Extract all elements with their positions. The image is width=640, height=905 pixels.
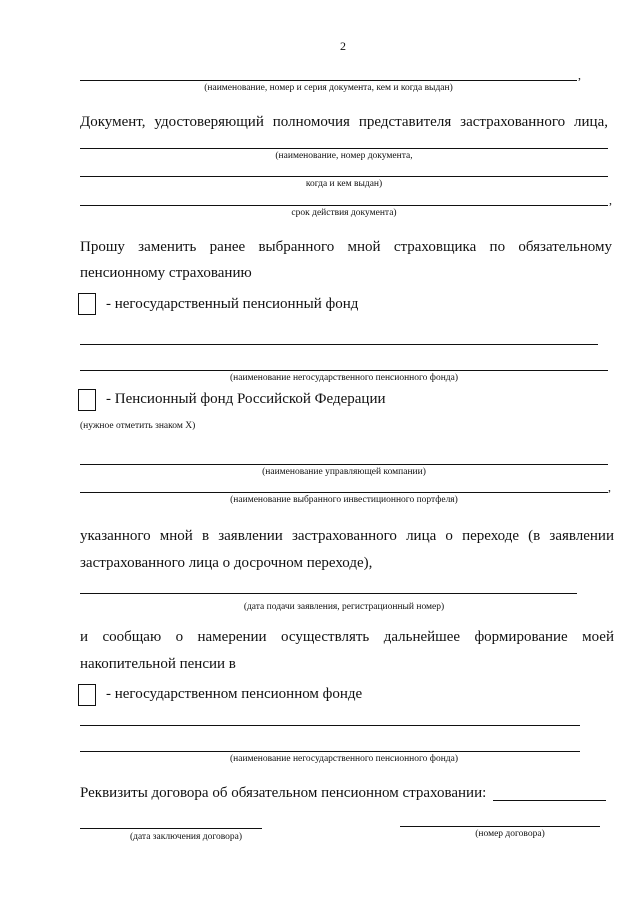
management-company-line[interactable] (80, 464, 608, 465)
npf-future-name-caption: (наименование негосударственного пенсионного фонда) (230, 754, 458, 764)
application-date-caption: (дата подачи заявления, регистрационный номер) (243, 602, 445, 612)
application-date-line[interactable] (80, 593, 577, 594)
stated-text-line2: застрахованного лица о досрочном переходе), (80, 555, 373, 571)
npf-future-checkbox[interactable] (78, 684, 96, 706)
contract-details-label: Реквизиты договора об обязательном пенсионном страховании: (80, 785, 487, 801)
rep-doc-name-line[interactable] (80, 148, 608, 149)
npf-future-name-line-1[interactable] (80, 725, 580, 726)
portfolio-caption: (наименование выбранного инвестиционного портфеля) (230, 495, 458, 505)
npf-future-option-label: - негосударственном пенсионном фонде (106, 686, 363, 702)
pfr-checkbox[interactable] (78, 389, 96, 411)
intent-text-line2: накопительной пенсии в (80, 656, 236, 672)
rep-doc-validity-line[interactable] (80, 205, 608, 206)
rep-doc-issued-line[interactable] (80, 176, 608, 177)
npf-future-name-line-2[interactable] (80, 751, 580, 752)
npf-name-caption: (наименование негосударственного пенсионного фонда) (230, 373, 458, 383)
representative-document-label: Документ, удостоверяющий полномочия представителя застрахованного лица, (80, 114, 608, 130)
request-text-line1: Прошу заменить ранее выбранного мной страховщика по обязательному (80, 239, 612, 255)
comma: , (609, 193, 612, 207)
fund-note: (нужное отметить знаком Х) (80, 421, 196, 431)
intent-text-line1: и сообщаю о намерении осуществлять дальнейшее формирование моей (80, 629, 614, 645)
document-field-line[interactable] (80, 80, 577, 81)
contract-details-line[interactable] (493, 800, 606, 801)
npf-name-line-1[interactable] (80, 344, 598, 345)
npf-name-line-2[interactable] (80, 370, 608, 371)
document-caption: (наименование, номер и серия документа, кем и когда выдан) (204, 83, 453, 93)
management-company-caption: (наименование управляющей компании) (262, 467, 426, 477)
rep-doc-name-caption: (наименование, номер документа, (275, 151, 413, 161)
npf-checkbox[interactable] (78, 293, 96, 315)
contract-number-caption: (номер договора) (475, 829, 545, 839)
contract-number-line[interactable] (400, 826, 600, 827)
contract-date-line[interactable] (80, 828, 262, 829)
stated-text-line1: указанного мной в заявлении застрахованного лица о переходе (в заявлении (80, 528, 614, 544)
npf-option-label: - негосударственный пенсионный фонд (106, 296, 359, 312)
rep-doc-validity-caption: срок действия документа) (291, 208, 397, 218)
portfolio-line[interactable] (80, 492, 608, 493)
rep-doc-issued-caption: когда и кем выдан) (305, 179, 383, 189)
comma: , (608, 480, 611, 494)
comma: , (578, 68, 581, 82)
request-text-line2: пенсионному страхованию (80, 265, 252, 281)
page-number: 2 (340, 39, 346, 53)
pfr-option-label: - Пенсионный фонд Российской Федерации (106, 391, 386, 407)
contract-date-caption: (дата заключения договора) (129, 832, 243, 842)
